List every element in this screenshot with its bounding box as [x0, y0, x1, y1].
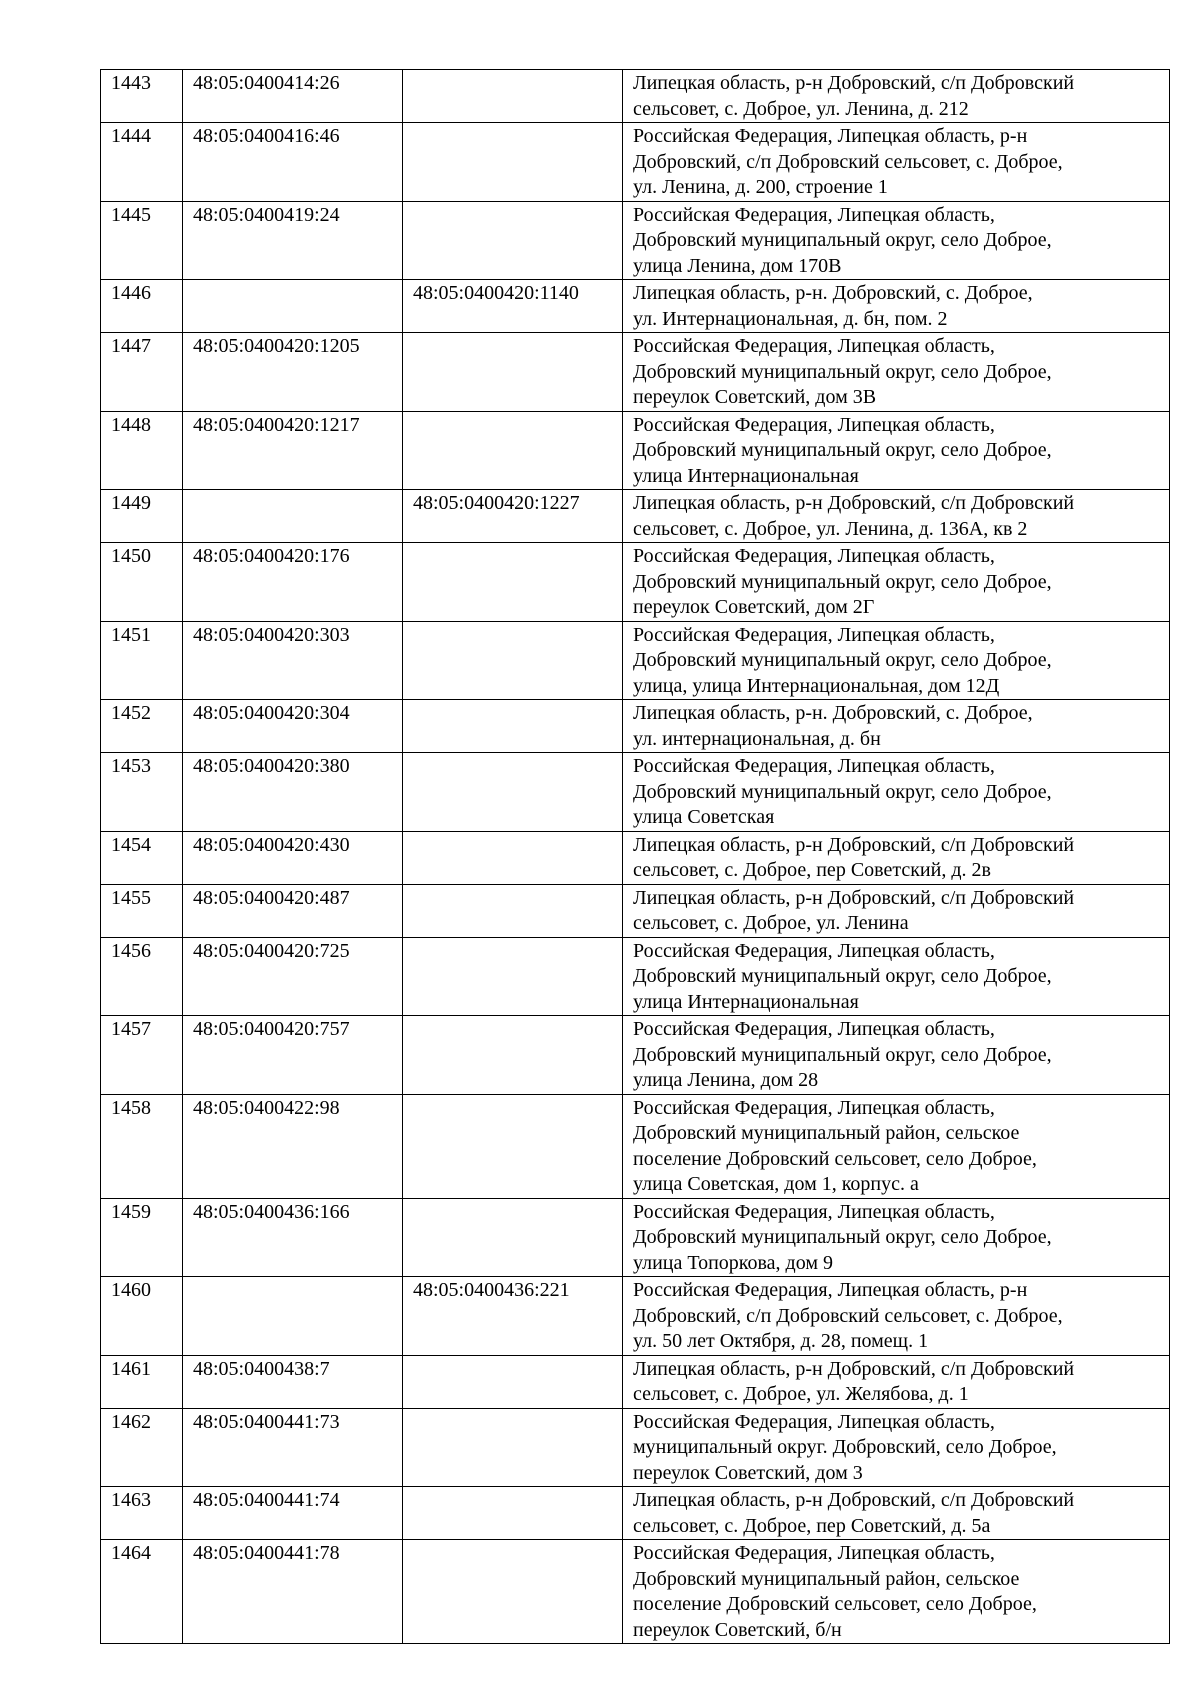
table-row — [101, 1094, 1170, 1198]
address-line: Добровский муниципальный округ, село Доброе, — [633, 439, 1052, 461]
land-cadastral-number-cell: 48:05:0400420:757 — [183, 1016, 403, 1095]
address-line: Российская Федерация, Липецкая область, — [633, 545, 995, 567]
table-row — [101, 1277, 1170, 1356]
premise-cadastral-number-cell — [403, 1408, 623, 1487]
premise-cadastral-number-cell — [403, 333, 623, 412]
row-number-cell: 1458 — [101, 1094, 183, 1198]
address-line: сельсовет, с. Доброе, ул. Ленина, д. 136А, кв 2 — [633, 517, 1028, 540]
address-line: сельсовет, с. Доброе, пер Советский, д. 5а — [633, 1514, 991, 1537]
address-line: сельсовет, с. Доброе, ул. Желябова, д. 1 — [633, 1383, 969, 1405]
table-row — [101, 1016, 1170, 1095]
table-row — [101, 333, 1170, 412]
address-line: поселение Добровский сельсовет, село Доброе, — [633, 1147, 1037, 1170]
address-line: Липецкая область, р-н Добровский, с/п Добровский — [633, 492, 1075, 514]
address-line: Российская Федерация, Липецкая область, — [633, 623, 995, 646]
address-line: Российская Федерация, Липецкая область, — [633, 203, 995, 226]
premise-cadastral-number-cell — [403, 1355, 623, 1408]
land-cadastral-number-cell: 48:05:0400420:380 — [183, 753, 403, 832]
row-number-cell: 1449 — [101, 490, 183, 543]
row-number-cell: 1463 — [101, 1487, 183, 1540]
address-line: Добровский муниципальный округ, село Доброе, — [633, 780, 1052, 803]
premise-cadastral-number-cell — [403, 70, 623, 123]
address-line: переулок Советский, дом 2Г — [633, 596, 875, 618]
address-line: Российская Федерация, Липецкая область, — [633, 1018, 995, 1040]
premise-cadastral-number-cell: 48:05:0400420:1140 — [403, 280, 623, 333]
address-cell — [623, 700, 1170, 753]
premise-cadastral-number-cell — [403, 201, 623, 280]
address-line: Российская Федерация, Липецкая область, — [633, 413, 995, 436]
address-line: переулок Советский, б/н — [633, 1618, 842, 1641]
address-line: ул. Интернациональная, д. бн, пом. 2 — [633, 307, 948, 330]
row-number-cell: 1457 — [101, 1016, 183, 1095]
address-line: Российская Федерация, Липецкая область, — [633, 1096, 995, 1119]
address-line: Липецкая область, р-н Добровский, с/п Добровский — [633, 1357, 1075, 1380]
row-number-cell: 1453 — [101, 753, 183, 832]
address-line: ул. 50 лет Октября, д. 28, помещ. 1 — [633, 1330, 929, 1352]
address-cell — [623, 1408, 1170, 1487]
table-row — [101, 543, 1170, 622]
row-number-cell: 1443 — [101, 70, 183, 123]
row-number-cell: 1464 — [101, 1540, 183, 1644]
land-cadastral-number-cell: 48:05:0400441:78 — [183, 1540, 403, 1644]
table-row — [101, 1408, 1170, 1487]
address-line: переулок Советский, дом 3В — [633, 386, 877, 408]
address-cell — [623, 1540, 1170, 1644]
land-cadastral-number-cell — [183, 280, 403, 333]
row-number-cell: 1451 — [101, 621, 183, 700]
row-number-cell: 1462 — [101, 1408, 183, 1487]
table-row — [101, 1198, 1170, 1277]
land-cadastral-number-cell: 48:05:0400438:7 — [183, 1355, 403, 1408]
premise-cadastral-number-cell — [403, 753, 623, 832]
address-line: Российская Федерация, Липецкая область, — [633, 755, 995, 777]
address-cell — [623, 543, 1170, 622]
premise-cadastral-number-cell — [403, 831, 623, 884]
address-line: Добровский, с/п Добровский сельсовет, с. Доброе, — [633, 150, 1063, 173]
address-line: Российская Федерация, Липецкая область, р-н — [633, 1279, 1028, 1301]
address-line: Добровский муниципальный округ, село Доброе, — [633, 1043, 1052, 1066]
premise-cadastral-number-cell — [403, 884, 623, 937]
row-number-cell: 1446 — [101, 280, 183, 333]
address-line: переулок Советский, дом 3 — [633, 1461, 863, 1484]
address-line: Липецкая область, р-н Добровский, с/п Добровский — [633, 72, 1075, 94]
address-cell — [623, 333, 1170, 412]
address-line: сельсовет, с. Доброе, ул. Ленина, д. 212 — [633, 97, 969, 120]
row-number-cell: 1459 — [101, 1198, 183, 1277]
address-line: Российская Федерация, Липецкая область, — [633, 335, 995, 357]
address-line: Липецкая область, р-н Добровский, с/п Добровский — [633, 833, 1075, 856]
row-number-cell: 1456 — [101, 937, 183, 1016]
table-row — [101, 411, 1170, 490]
document-page — [100, 69, 1169, 1644]
registry-table — [100, 69, 1170, 1644]
address-line: улица Интернациональная — [633, 990, 859, 1013]
land-cadastral-number-cell: 48:05:0400420:304 — [183, 700, 403, 753]
land-cadastral-number-cell: 48:05:0400436:166 — [183, 1198, 403, 1277]
address-line: Российская Федерация, Липецкая область, — [633, 1410, 995, 1433]
address-line: улица Советская — [633, 806, 775, 828]
row-number-cell: 1461 — [101, 1355, 183, 1408]
table-row — [101, 753, 1170, 832]
address-cell — [623, 753, 1170, 832]
address-cell — [623, 1355, 1170, 1408]
registry-table-body — [101, 70, 1170, 1644]
table-row — [101, 937, 1170, 1016]
premise-cadastral-number-cell — [403, 621, 623, 700]
table-row — [101, 700, 1170, 753]
address-cell — [623, 411, 1170, 490]
address-line: Липецкая область, р-н Добровский, с/п Добровский — [633, 1489, 1075, 1511]
address-line: улица, улица Интернациональная, дом 12Д — [633, 674, 1000, 697]
row-number-cell: 1454 — [101, 831, 183, 884]
address-line: Российская Федерация, Липецкая область, р-н — [633, 125, 1028, 147]
address-line: Добровский муниципальный район, сельское — [633, 1567, 1020, 1590]
address-line: Добровский, с/п Добровский сельсовет, с. Доброе, — [633, 1304, 1063, 1327]
address-cell — [623, 1094, 1170, 1198]
address-line: Липецкая область, р-н. Добровский, с. Доброе, — [633, 282, 1033, 304]
address-cell — [623, 1487, 1170, 1540]
table-row — [101, 201, 1170, 280]
address-cell — [623, 884, 1170, 937]
address-cell — [623, 831, 1170, 884]
premise-cadastral-number-cell — [403, 1198, 623, 1277]
address-line: Российская Федерация, Липецкая область, — [633, 1200, 995, 1223]
table-row — [101, 70, 1170, 123]
address-line: Липецкая область, р-н Добровский, с/п Добровский — [633, 886, 1075, 909]
address-line: ул. Ленина, д. 200, строение 1 — [633, 176, 888, 198]
row-number-cell: 1447 — [101, 333, 183, 412]
address-line: сельсовет, с. Доброе, пер Советский, д. 2в — [633, 859, 991, 881]
address-line: улица Интернациональная — [633, 464, 859, 487]
land-cadastral-number-cell: 48:05:0400414:26 — [183, 70, 403, 123]
land-cadastral-number-cell: 48:05:0400420:487 — [183, 884, 403, 937]
premise-cadastral-number-cell — [403, 937, 623, 1016]
land-cadastral-number-cell: 48:05:0400420:176 — [183, 543, 403, 622]
address-cell — [623, 201, 1170, 280]
address-line: поселение Добровский сельсовет, село Доброе, — [633, 1593, 1037, 1615]
row-number-cell: 1452 — [101, 700, 183, 753]
address-cell — [623, 621, 1170, 700]
row-number-cell: 1455 — [101, 884, 183, 937]
address-cell — [623, 1016, 1170, 1095]
address-line: муниципальный округ. Добровский, село Доброе, — [633, 1436, 1057, 1458]
address-line: ул. интернациональная, д. бн — [633, 727, 881, 750]
premise-cadastral-number-cell — [403, 1016, 623, 1095]
table-row — [101, 1487, 1170, 1540]
table-row — [101, 884, 1170, 937]
premise-cadastral-number-cell — [403, 1487, 623, 1540]
land-cadastral-number-cell: 48:05:0400416:46 — [183, 123, 403, 202]
address-line: улица Ленина, дом 28 — [633, 1069, 819, 1091]
table-row — [101, 280, 1170, 333]
table-row — [101, 1540, 1170, 1644]
land-cadastral-number-cell: 48:05:0400441:74 — [183, 1487, 403, 1540]
premise-cadastral-number-cell — [403, 123, 623, 202]
address-line: Липецкая область, р-н. Добровский, с. Доброе, — [633, 702, 1033, 724]
row-number-cell: 1448 — [101, 411, 183, 490]
land-cadastral-number-cell — [183, 1277, 403, 1356]
row-number-cell: 1444 — [101, 123, 183, 202]
land-cadastral-number-cell: 48:05:0400420:725 — [183, 937, 403, 1016]
land-cadastral-number-cell: 48:05:0400422:98 — [183, 1094, 403, 1198]
address-line: Добровский муниципальный округ, село Доброе, — [633, 649, 1052, 671]
land-cadastral-number-cell — [183, 490, 403, 543]
row-number-cell: 1445 — [101, 201, 183, 280]
address-line: Добровский муниципальный округ, село Доброе, — [633, 1226, 1052, 1248]
address-line: Добровский муниципальный район, сельское — [633, 1122, 1020, 1144]
table-row — [101, 831, 1170, 884]
row-number-cell: 1460 — [101, 1277, 183, 1356]
premise-cadastral-number-cell: 48:05:0400436:221 — [403, 1277, 623, 1356]
address-line: Добровский муниципальный округ, село Доброе, — [633, 360, 1052, 383]
address-cell — [623, 280, 1170, 333]
table-row — [101, 123, 1170, 202]
premise-cadastral-number-cell: 48:05:0400420:1227 — [403, 490, 623, 543]
premise-cadastral-number-cell — [403, 1540, 623, 1644]
address-line: Добровский муниципальный округ, село Доброе, — [633, 229, 1052, 251]
address-line: Добровский муниципальный округ, село Доброе, — [633, 570, 1052, 593]
address-cell — [623, 1277, 1170, 1356]
address-line: сельсовет, с. Доброе, ул. Ленина — [633, 912, 909, 934]
address-line: улица Советская, дом 1, корпус. а — [633, 1173, 919, 1195]
premise-cadastral-number-cell — [403, 1094, 623, 1198]
address-cell — [623, 937, 1170, 1016]
table-row — [101, 1355, 1170, 1408]
address-cell — [623, 490, 1170, 543]
address-line: улица Топоркова, дом 9 — [633, 1251, 834, 1274]
address-cell — [623, 123, 1170, 202]
address-cell — [623, 1198, 1170, 1277]
address-line: Российская Федерация, Липецкая область, — [633, 1542, 995, 1564]
land-cadastral-number-cell: 48:05:0400420:1205 — [183, 333, 403, 412]
table-row — [101, 490, 1170, 543]
row-number-cell: 1450 — [101, 543, 183, 622]
address-line: Добровский муниципальный округ, село Доброе, — [633, 965, 1052, 987]
table-row — [101, 621, 1170, 700]
land-cadastral-number-cell: 48:05:0400420:430 — [183, 831, 403, 884]
address-line: Российская Федерация, Липецкая область, — [633, 939, 995, 962]
land-cadastral-number-cell: 48:05:0400420:303 — [183, 621, 403, 700]
address-line: улица Ленина, дом 170В — [633, 254, 842, 277]
premise-cadastral-number-cell — [403, 543, 623, 622]
land-cadastral-number-cell: 48:05:0400419:24 — [183, 201, 403, 280]
land-cadastral-number-cell: 48:05:0400441:73 — [183, 1408, 403, 1487]
land-cadastral-number-cell: 48:05:0400420:1217 — [183, 411, 403, 490]
address-cell — [623, 70, 1170, 123]
premise-cadastral-number-cell — [403, 700, 623, 753]
premise-cadastral-number-cell — [403, 411, 623, 490]
